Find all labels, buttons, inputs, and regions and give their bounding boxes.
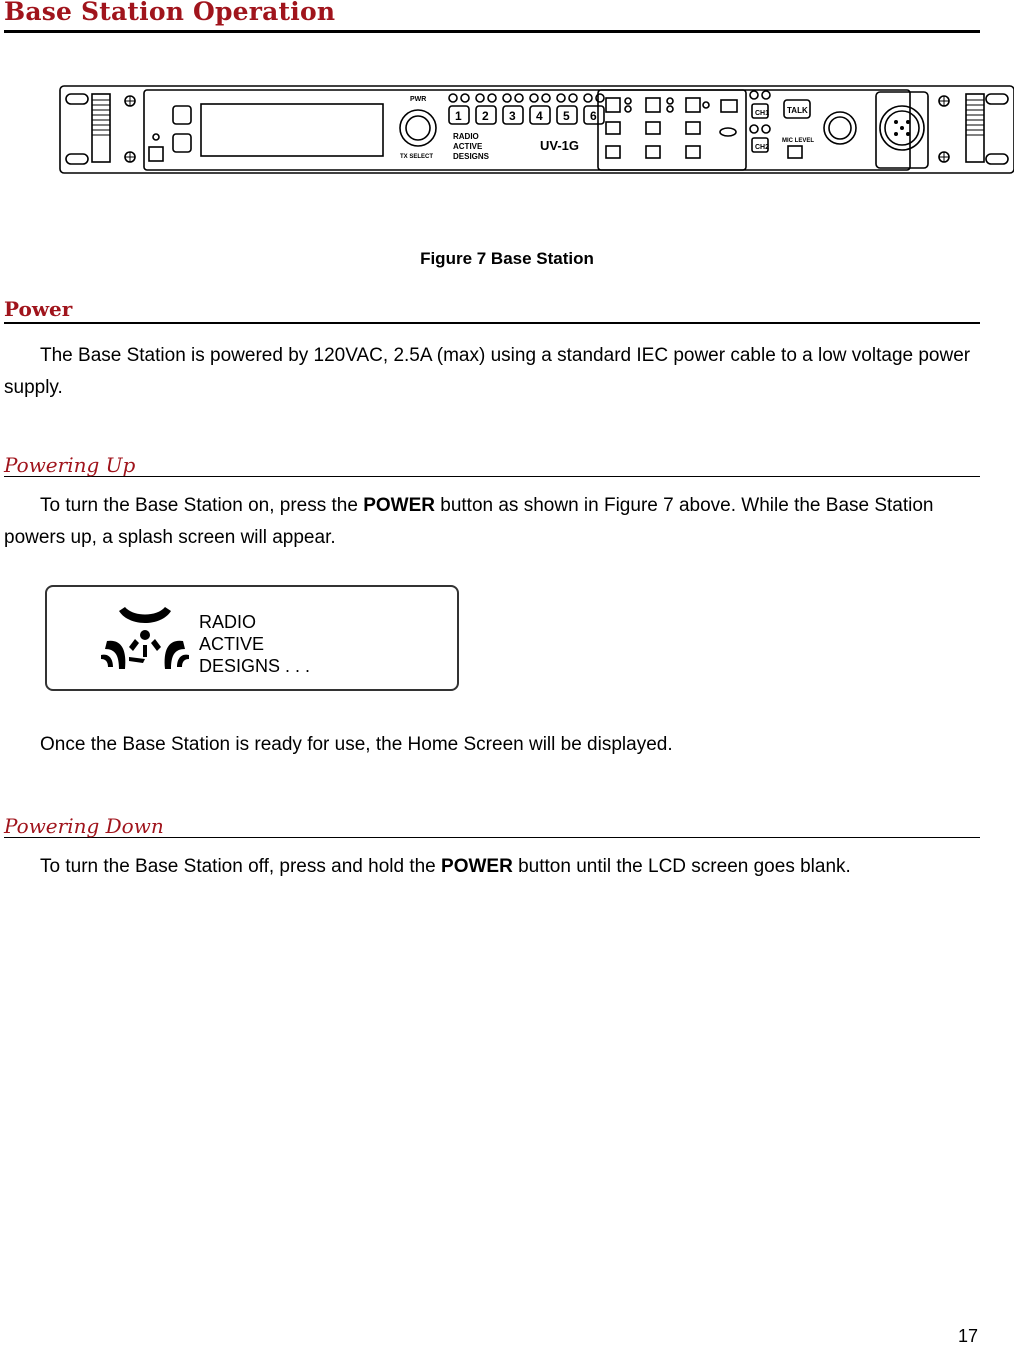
device-brand-2: ACTIVE — [453, 142, 483, 151]
device-brand-1: RADIO — [453, 132, 479, 141]
device-mic-label: MIC LEVEL — [782, 138, 815, 144]
splash-line-1: RADIO — [199, 612, 257, 632]
splash-line-3: DESIGNS . . . — [199, 656, 311, 676]
channel-6: 6 — [590, 109, 597, 123]
page-title: Base Station Operation — [4, 0, 980, 33]
section-heading-powering-up: Powering Up — [4, 454, 980, 477]
device-ch1-label: CH1 — [755, 110, 770, 117]
power-keyword-2: POWER — [441, 856, 513, 877]
radio-active-logo-icon — [99, 597, 191, 681]
powering-up-paragraph: To turn the Base Station on, press the POWER button as shown in Figure 7 above. While the Base Station powers up, a splash screen will appear. — [4, 495, 934, 548]
channel-3: 3 — [509, 109, 516, 123]
power-paragraph — [4, 340, 980, 404]
channel-5: 5 — [563, 109, 570, 123]
device-power-label: PWR — [410, 96, 427, 103]
channel-2: 2 — [482, 109, 489, 123]
power-keyword: POWER — [363, 495, 435, 516]
device-talk-label: TALK — [787, 106, 808, 115]
channel-4: 4 — [536, 109, 543, 123]
page-number: 17 — [957, 1326, 978, 1346]
home-screen-paragraph: Once the Base Station is ready for use, the Home Screen will be displayed. — [40, 734, 673, 755]
base-station-figure — [58, 82, 1014, 178]
device-select-label: TX SELECT — [400, 154, 434, 160]
section-heading-powering-down: Powering Down — [4, 815, 980, 838]
splash-line-2: ACTIVE — [199, 634, 265, 654]
channel-1: 1 — [455, 109, 462, 123]
powering-down-paragraph: To turn the Base Station off, press and hold the POWER button until the LCD screen goes blank. — [40, 856, 851, 877]
device-brand-3: DESIGNS — [453, 152, 490, 161]
splash-text — [199, 611, 310, 677]
splash-screen — [45, 585, 459, 691]
device-model: UV-1G — [540, 138, 580, 153]
power-text: The Base Station is powered by 120VAC, 2.5A (max) using a standard IEC power cable to a low voltage power supply. — [4, 345, 971, 398]
device-ch2-label: CH2 — [755, 144, 770, 151]
section-heading-power: Power — [4, 298, 980, 324]
figure-caption: Figure 7 Base Station — [420, 249, 594, 268]
